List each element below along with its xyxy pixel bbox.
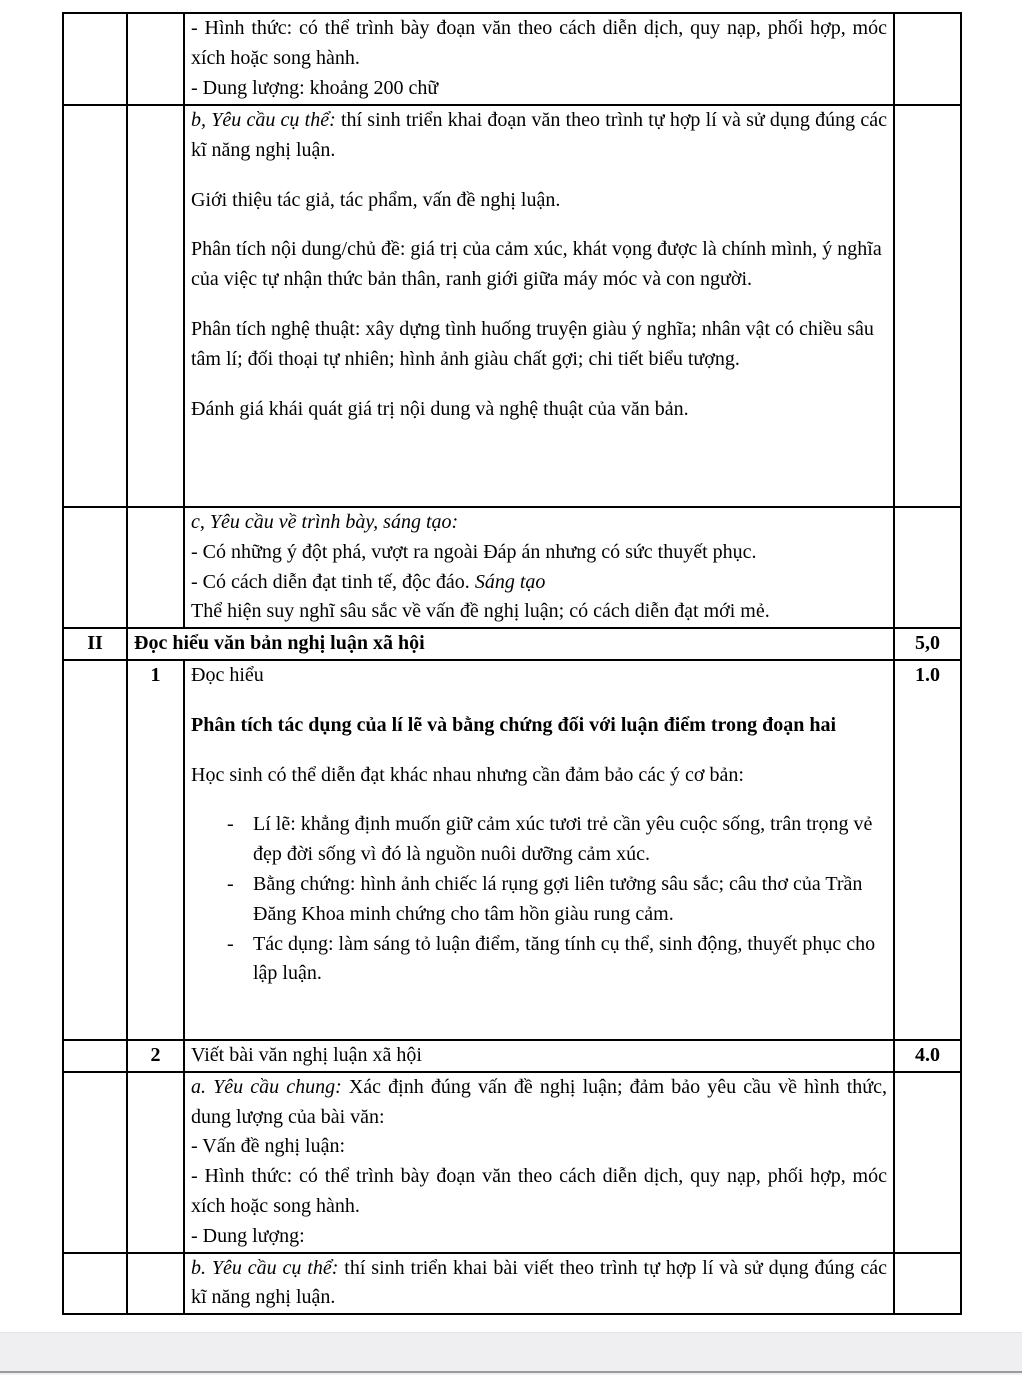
part-title: Đọc hiểu văn bản nghị luận xã hội — [127, 628, 894, 660]
question-number: 1 — [127, 660, 184, 1040]
content-cell — [184, 105, 894, 507]
question-heading: Phân tích tác dụng của lí lẽ và bằng chứng đối với luận điểm trong đoạn hai — [191, 713, 837, 736]
question-intro: Học sinh có thể diễn đạt khác nhau nhưng cần đảm bảo các ý cơ bản: — [191, 763, 744, 786]
volume-requirement-text: - Dung lượng: khoảng 200 chữ — [191, 76, 439, 99]
creativity-line-2: - Có cách diễn đạt tinh tế, độc đáo. Sáng tạo — [191, 570, 546, 593]
list-item: - Tác dụng: làm sáng tỏ luận điểm, tăng tính cụ thể, sinh động, thuyết phục cho lập luận. — [227, 932, 876, 985]
part-cell — [63, 660, 127, 1040]
table-row — [63, 1072, 961, 1253]
answer-points-list — [191, 810, 887, 989]
form-requirement-text: - Hình thức: có thể trình bày đoạn văn theo cách diễn dịch, quy nạp, phối hợp, móc xích hoặc song hành. — [191, 17, 887, 69]
table-row — [63, 13, 961, 105]
content-cell — [184, 507, 894, 628]
part-cell — [63, 1040, 127, 1072]
part-cell — [63, 13, 127, 105]
question-cell — [127, 13, 184, 105]
part-score: 5,0 — [894, 628, 961, 660]
content-cell — [184, 1072, 894, 1253]
page-gap — [0, 1332, 1022, 1375]
general-requirement-label: a. Yêu cầu chung: — [191, 1075, 342, 1098]
score-cell — [894, 1072, 961, 1253]
list-item: - Bằng chứng: hình ảnh chiếc lá rụng gợi liên tưởng sâu sắc; câu thơ của Trần Đăng Khoa minh chứng cho tâm hồn giàu rung cảm. — [227, 872, 863, 925]
score-cell — [894, 105, 961, 507]
intro-paragraph: Giới thiệu tác giả, tác phẩm, vấn đề nghị luận. — [191, 188, 561, 211]
question-cell — [127, 507, 184, 628]
grading-table — [62, 12, 962, 1315]
specific-requirement-label: b, Yêu cầu cụ thể: — [191, 109, 336, 131]
question-score: 4.0 — [894, 1040, 961, 1072]
table-row — [63, 1040, 961, 1072]
score-cell — [894, 507, 961, 628]
table-row — [63, 507, 961, 628]
question-score: 1.0 — [894, 660, 961, 1040]
question-cell — [127, 105, 184, 507]
specific-requirement-text: b, Yêu cầu cụ thể: thí sinh triển khai đoạn văn theo trình tự hợp lí và sử dụng đúng các kĩ năng nghị luận. — [191, 109, 887, 161]
evaluation-paragraph: Đánh giá khái quát giá trị nội dung và nghệ thuật của văn bản. — [191, 397, 689, 420]
question-number: 2 — [127, 1040, 184, 1072]
question-title: Đọc hiểu — [191, 663, 264, 686]
table-row — [63, 105, 961, 507]
art-analysis-paragraph: Phân tích nghệ thuật: xây dựng tình huống truyện giàu ý nghĩa; nhân vật có chiều sâu tâm lí; đối thoại tự nhiên; hình ảnh giàu chất gợi; chi tiết biểu tượng. — [191, 317, 874, 370]
specific-requirement-text: b. Yêu cầu cụ thể: thí sinh triển khai bài viết theo trình tự hợp lí và sử dụng đúng các kĩ năng nghị luận. — [191, 1256, 887, 1309]
score-cell — [894, 1253, 961, 1315]
score-cell — [894, 13, 961, 105]
issue-line: - Vấn đề nghị luận: — [191, 1135, 346, 1158]
creativity-line-3: Thể hiện suy nghĩ sâu sắc về vấn đề nghị luận; có cách diễn đạt mới mẻ. — [191, 600, 770, 623]
part-cell — [63, 1072, 127, 1253]
table-row — [63, 1253, 961, 1315]
table-row — [63, 660, 961, 1040]
part-number: II — [63, 628, 127, 660]
content-cell — [184, 13, 894, 105]
content-cell — [184, 660, 894, 1040]
question-title: Viết bài văn nghị luận xã hội — [184, 1040, 894, 1072]
creativity-line-1: - Có những ý đột phá, vượt ra ngoài Đáp án nhưng có sức thuyết phục. — [191, 540, 757, 563]
part-cell — [63, 507, 127, 628]
creativity-label: c, Yêu cầu về trình bày, sáng tạo: — [191, 511, 459, 533]
part-cell — [63, 105, 127, 507]
general-requirement-text: a. Yêu cầu chung: Xác định đúng vấn đề nghị luận; đảm bảo yêu cầu về hình thức, dung lượng của bài văn: — [191, 1075, 887, 1128]
part-cell — [63, 1253, 127, 1315]
list-item: - Lí lẽ: khẳng định muốn giữ cảm xúc tươi trẻ cần yêu cuộc sống, trân trọng vẻ đẹp đời sống vì đó là nguồn nuôi dưỡng cảm xúc. — [227, 813, 873, 866]
volume-line: - Dung lượng: — [191, 1224, 305, 1247]
content-analysis-paragraph: Phân tích nội dung/chủ đề: giá trị của cảm xúc, khát vọng được là chính mình, ý nghĩa của việc tự nhận thức bản thân, ranh giới giữa máy móc và con người. — [191, 238, 882, 291]
form-line: - Hình thức: có thể trình bày đoạn văn theo cách diễn dịch, quy nạp, phối hợp, móc xích hoặc song hành. — [191, 1165, 887, 1217]
divider — [0, 1371, 1022, 1373]
table-row — [63, 628, 961, 660]
specific-requirement-label: b. Yêu cầu cụ thể: — [191, 1256, 339, 1279]
question-cell — [127, 1072, 184, 1253]
content-cell — [184, 1253, 894, 1315]
question-cell — [127, 1253, 184, 1315]
